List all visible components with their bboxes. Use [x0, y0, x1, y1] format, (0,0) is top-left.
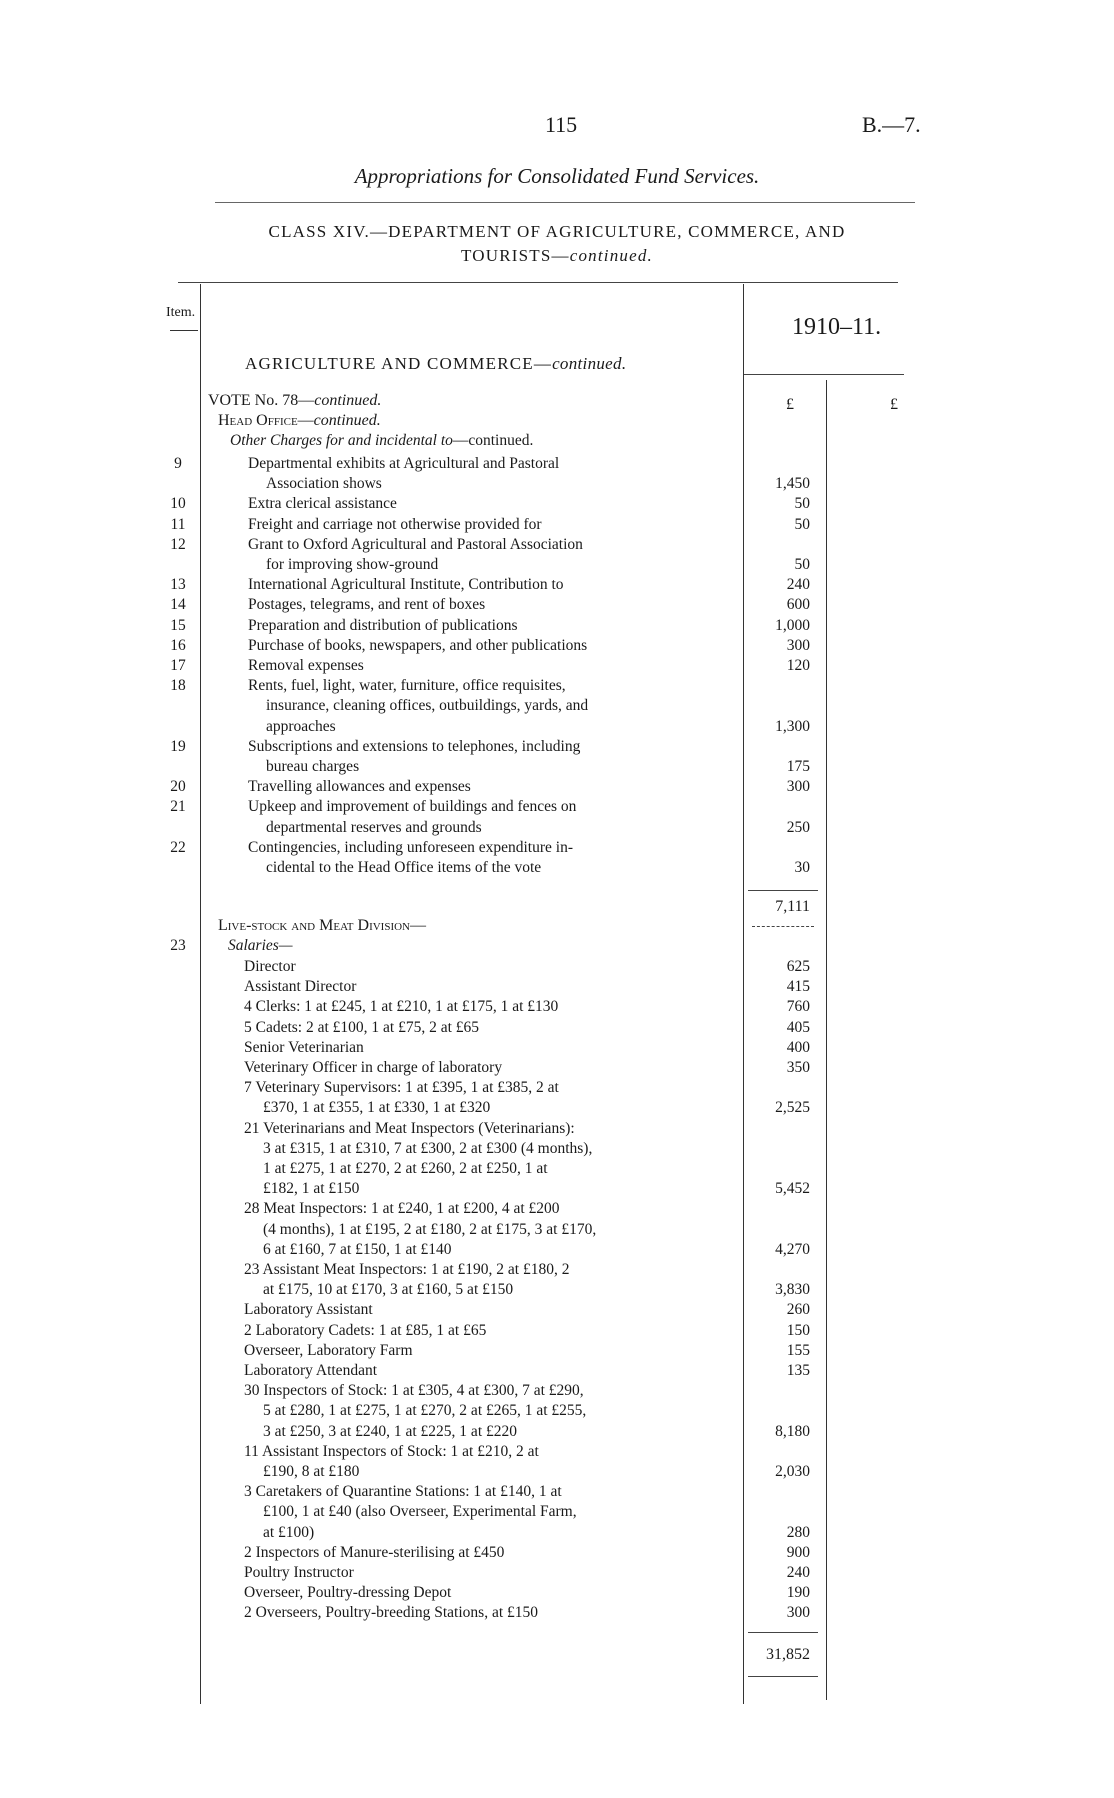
item-number: 10	[170, 495, 186, 513]
item-amount: 300	[786, 636, 810, 654]
table-row	[0, 957, 1114, 977]
item-amount: 260	[786, 1301, 810, 1319]
item-description: 7 Veterinary Supervisors: 1 at £395, 1 at £385, 2 at	[244, 1079, 559, 1097]
table-row	[0, 1341, 1114, 1361]
item-amount: 760	[786, 998, 810, 1016]
table-row	[0, 757, 1114, 777]
table-row	[0, 1078, 1114, 1098]
item-description: cidental to the Head Office items of the vote	[266, 859, 542, 876]
item-description: 4 Clerks: 1 at £245, 1 at £210, 1 at £175, 1 at £130	[244, 998, 559, 1016]
item-description: 28 Meat Inspectors: 1 at £240, 1 at £200, 4 at £200	[244, 1200, 560, 1218]
table-row	[0, 1300, 1114, 1320]
item-description: Extra clerical assistance	[248, 495, 397, 513]
item-number: 18	[170, 677, 186, 695]
item-description: 2 Inspectors of Manure-sterilising at £450	[244, 1543, 505, 1561]
item-amount: 120	[786, 657, 810, 674]
item-header-rule	[170, 330, 198, 331]
item-description: 5 at £280, 1 at £275, 1 at £270, 2 at £265, 1 at £255,	[263, 1402, 587, 1420]
item-amount: 155	[786, 1341, 810, 1359]
item-amount: 3,830	[775, 1281, 810, 1299]
item-amount: 50	[794, 556, 810, 573]
table-row	[0, 1361, 1114, 1381]
table-row	[0, 1462, 1114, 1482]
table-row	[0, 696, 1114, 716]
item-description: Laboratory Attendant	[244, 1362, 377, 1379]
item-number: 13	[170, 576, 186, 594]
item-amount: 1,300	[775, 717, 810, 735]
item-amount: 150	[786, 1321, 810, 1339]
item-amount: 405	[786, 1018, 810, 1036]
item-amount: 50	[794, 515, 810, 533]
table-row	[0, 997, 1114, 1017]
table-row	[0, 636, 1114, 656]
item-description: Director	[244, 958, 296, 975]
item-description: Purchase of books, newspapers, and other publications	[248, 636, 588, 654]
item-amount: 280	[786, 1523, 810, 1541]
table-row	[0, 515, 1114, 535]
item-description: Departmental exhibits at Agricultural and Pastoral	[248, 455, 560, 472]
subtotal-2-rule	[748, 1632, 818, 1633]
item-description: 11 Assistant Inspectors of Stock: 1 at £210, 2 at	[244, 1442, 539, 1460]
table-row	[0, 1381, 1114, 1401]
item-description: for improving show-ground	[266, 556, 439, 573]
page-heading: Appropriations for Consolidated Fund Services.	[354, 164, 760, 188]
subtotal-1: 7,111	[775, 898, 810, 915]
page-number: 115	[545, 112, 578, 137]
table-row	[0, 454, 1114, 474]
table-row	[0, 737, 1114, 757]
item-description: Contingencies, including unforeseen expenditure in-	[248, 838, 573, 856]
table-row	[0, 1179, 1114, 1199]
item-amount: 240	[786, 576, 810, 594]
item-amount: 50	[794, 495, 810, 513]
item-amount: 300	[786, 1604, 810, 1622]
item-description: Veterinary Officer in charge of laboratory	[244, 1059, 503, 1076]
page-code: B.—7.	[862, 112, 921, 137]
item-amount: 4,270	[775, 1240, 810, 1258]
table-row	[0, 797, 1114, 817]
item-amount: 2,030	[775, 1463, 810, 1480]
class-title-line-1: CLASS XIV.—DEPARTMENT OF AGRICULTURE, COMMERCE, AND	[268, 222, 846, 241]
item-amount: 2,525	[775, 1099, 810, 1117]
item-description: Laboratory Assistant	[244, 1301, 373, 1319]
table-row	[0, 616, 1114, 636]
item-description: Poultry Instructor	[244, 1564, 354, 1581]
item-amount: 900	[786, 1543, 810, 1561]
item-description: Senior Veterinarian	[244, 1038, 364, 1056]
item-number: 14	[170, 596, 186, 614]
table-row	[0, 676, 1114, 696]
table-row	[0, 1482, 1114, 1502]
table-row	[0, 977, 1114, 997]
item-amount: 350	[786, 1059, 810, 1076]
item-number: 19	[170, 737, 186, 755]
table-row	[0, 555, 1114, 575]
item-amount: 1,000	[775, 616, 810, 634]
item-amount: 415	[786, 978, 810, 996]
item-description: Association shows	[266, 475, 382, 493]
item-description: 2 Overseers, Poultry-breeding Stations, at £150	[244, 1604, 539, 1622]
item-number: 15	[170, 616, 186, 634]
item-description: Grant to Oxford Agricultural and Pastoral Association	[248, 535, 583, 553]
item-description: £190, 8 at £180	[263, 1463, 360, 1480]
item-description: £182, 1 at £150	[263, 1180, 360, 1198]
table-row	[0, 1098, 1114, 1118]
table-row	[0, 1401, 1114, 1421]
item-amount: 1,450	[775, 475, 810, 493]
item-description: Rents, fuel, light, water, furniture, office requisites,	[248, 677, 566, 695]
item-description: Travelling allowances and expenses	[248, 778, 471, 796]
item-number-23: 23	[170, 937, 186, 954]
item-amount: 400	[786, 1038, 810, 1056]
item-description: £370, 1 at £355, 1 at £330, 1 at £320	[263, 1099, 491, 1117]
subtotal-1-under-rule	[752, 926, 814, 927]
table-top-rule	[178, 282, 898, 283]
item-amount: 5,452	[775, 1180, 810, 1198]
item-number: 12	[170, 535, 186, 553]
class-title-line-2: TOURISTS—continued.	[460, 246, 654, 265]
table-row	[0, 777, 1114, 797]
table-row	[0, 1563, 1114, 1583]
livestock-division-heading: Live-stock and Meat Division—	[218, 917, 427, 934]
item-description: 5 Cadets: 2 at £100, 1 at £75, 2 at £65	[244, 1018, 480, 1036]
item-description: Overseer, Laboratory Farm	[244, 1341, 413, 1359]
salaries-heading: Salaries—	[228, 937, 293, 954]
item-number: 20	[170, 778, 186, 796]
table-row	[0, 1321, 1114, 1341]
item-amount: 135	[786, 1362, 810, 1379]
table-row	[0, 1603, 1114, 1623]
item-description: departmental reserves and grounds	[266, 818, 482, 836]
item-amount: 190	[786, 1584, 810, 1602]
table-row	[0, 656, 1114, 676]
table-row	[0, 1240, 1114, 1260]
item-description: 6 at £160, 7 at £150, 1 at £140	[263, 1240, 452, 1258]
item-amount: 240	[786, 1564, 810, 1581]
item-amount: 625	[786, 958, 810, 975]
table-row	[0, 1018, 1114, 1038]
item-description: 3 at £315, 1 at £310, 7 at £300, 2 at £300 (4 months),	[263, 1139, 593, 1157]
item-description: Removal expenses	[248, 657, 364, 674]
item-amount: 175	[786, 758, 810, 775]
item-description: 3 at £250, 3 at £240, 1 at £225, 1 at £220	[263, 1422, 517, 1440]
subtotal-2-under-rule	[748, 1676, 818, 1677]
item-description: 23 Assistant Meat Inspectors: 1 at £190, 2 at £180, 2	[244, 1261, 570, 1278]
item-description: at £175, 10 at £170, 3 at £160, 5 at £150	[263, 1281, 514, 1299]
table-row	[0, 1280, 1114, 1300]
table-row	[0, 1442, 1114, 1462]
table-row	[0, 818, 1114, 838]
item-description: £100, 1 at £40 (also Overseer, Experimental Farm,	[263, 1503, 577, 1521]
item-description: Assistant Director	[244, 978, 357, 996]
pound-sign-right: £	[890, 396, 898, 413]
item-description: Postages, telegrams, and rent of boxes	[248, 596, 486, 614]
item-description: Preparation and distribution of publications	[248, 616, 518, 634]
item-amount: 8,180	[775, 1422, 810, 1440]
table-row	[0, 1220, 1114, 1240]
item-amount: 30	[794, 859, 810, 876]
item-column-header: Item.	[166, 305, 196, 320]
table-row	[0, 717, 1114, 737]
item-amount: 600	[786, 596, 810, 614]
table-row	[0, 1119, 1114, 1139]
year-header-rule	[744, 374, 904, 375]
item-description: at £100)	[263, 1523, 315, 1541]
vote-line-1: VOTE No. 78—continued.	[208, 392, 382, 409]
table-row	[0, 1199, 1114, 1219]
table-row	[0, 595, 1114, 615]
item-description: Overseer, Poultry-dressing Depot	[244, 1584, 452, 1602]
subtotal-2: 31,852	[766, 1646, 810, 1663]
table-row	[0, 1422, 1114, 1442]
year-header: 1910–11.	[792, 314, 882, 340]
item-description: bureau charges	[266, 758, 360, 775]
item-description: 1 at £275, 1 at £270, 2 at £260, 2 at £250, 1 at	[263, 1160, 548, 1177]
table-row	[0, 1159, 1114, 1179]
vote-line-3: Other Charges for and incidental to—continued.	[230, 432, 534, 449]
header-rule	[215, 202, 915, 203]
item-description: 2 Laboratory Cadets: 1 at £85, 1 at £65	[244, 1321, 487, 1339]
table-row	[0, 838, 1114, 858]
table-row	[0, 494, 1114, 514]
table-row	[0, 535, 1114, 555]
table-row	[0, 858, 1114, 878]
table-row	[0, 1543, 1114, 1563]
item-number: 22	[170, 838, 186, 856]
item-number: 9	[174, 455, 182, 472]
table-row	[0, 1260, 1114, 1280]
item-number: 16	[170, 636, 186, 654]
item-description: insurance, cleaning offices, outbuildings, yards, and	[266, 697, 589, 715]
pound-sign-left: £	[786, 396, 794, 413]
item-description: International Agricultural Institute, Contribution to	[248, 576, 564, 594]
table-row	[0, 1139, 1114, 1159]
table-row	[0, 1583, 1114, 1603]
subtotal-1-rule	[748, 890, 818, 891]
item-description: Upkeep and improvement of buildings and fences on	[248, 798, 577, 816]
table-row	[0, 575, 1114, 595]
table-row	[0, 474, 1114, 494]
item-description: 3 Caretakers of Quarantine Stations: 1 at £140, 1 at	[244, 1483, 562, 1501]
table-row	[0, 1058, 1114, 1078]
item-description: Subscriptions and extensions to telephones, including	[248, 737, 581, 755]
table-row	[0, 1038, 1114, 1058]
item-amount: 300	[786, 778, 810, 796]
item-number: 11	[170, 515, 186, 533]
item-description: approaches	[266, 717, 336, 735]
table-row	[0, 1502, 1114, 1522]
item-description: (4 months), 1 at £195, 2 at £180, 2 at £175, 3 at £170,	[263, 1220, 597, 1238]
item-amount: 250	[786, 818, 810, 836]
item-number: 21	[170, 798, 186, 816]
item-number: 17	[170, 657, 186, 674]
section-title: AGRICULTURE AND COMMERCE—continued.	[245, 354, 627, 373]
item-description: 21 Veterinarians and Meat Inspectors (Veterinarians):	[244, 1119, 575, 1137]
table-row	[0, 1523, 1114, 1543]
item-description: 30 Inspectors of Stock: 1 at £305, 4 at £300, 7 at £290,	[244, 1382, 584, 1400]
item-description: Freight and carriage not otherwise provided for	[248, 515, 542, 533]
vote-line-2: Head Office—continued.	[218, 412, 381, 429]
